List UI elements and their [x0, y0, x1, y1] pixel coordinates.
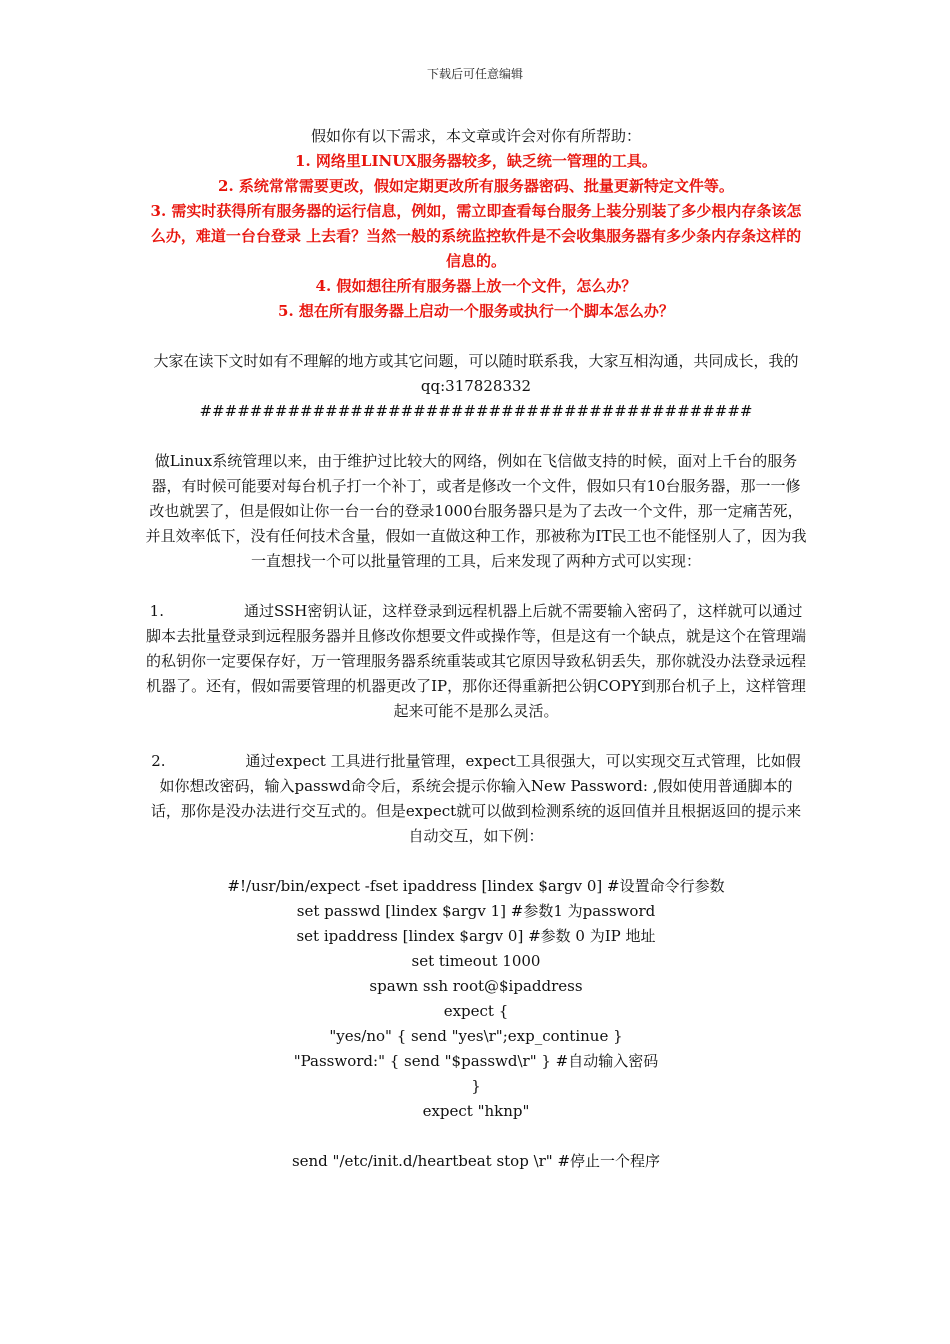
code-line: set passwd [lindex $argv 1] #参数1 为password	[296, 902, 656, 920]
code-line: expect "hknp"	[422, 1102, 530, 1120]
code-line: set timeout 1000	[411, 952, 541, 970]
expect-script-example	[145, 874, 807, 1174]
need-item-2: 2. 系统常常需要更改，假如定期更改所有服务器密码、批量更新特定文件等。	[218, 177, 734, 195]
need-item-4: 4. 假如想往所有服务器上放一个文件，怎么办？	[315, 277, 637, 295]
method-1-number: 1.	[149, 602, 164, 620]
contact-text: 大家在读下文时如有不理解的地方或其它问题，可以随时联系我，大家互相沟通，共同成长，我的qq:317828332	[153, 352, 799, 395]
code-line: set ipaddress [lindex $argv 0] #参数 0 为IP 地址	[296, 927, 656, 945]
code-line-blank	[145, 1124, 807, 1149]
document-body	[145, 124, 807, 1174]
code-line: "Password:" { send "$passwd\r" } #自动输入密码	[293, 1052, 659, 1070]
method-1-paragraph	[145, 599, 807, 724]
need-item-5: 5. 想在所有服务器上启动一个服务或执行一个脚本怎么办？	[278, 302, 674, 320]
code-line: send "/etc/init.d/heartbeat stop \r" #停止一个程序	[291, 1152, 661, 1170]
separator-line: ############################################	[199, 402, 753, 420]
method-2-paragraph	[145, 749, 807, 849]
method-1-text: 通过SSH密钥认证，这样登录到远程机器上后就不需要输入密码了，这样就可以通过脚本去批量登录到远程服务器并且修改你想要文件或操作等，但是这有一个缺点，就是这个在管理端的私钥你一定要保存好，万一管理服务器系统重装或其它原因导致私钥丢失，那你就没办法登录远程机器了。还有，假如需要管理的机器更改了IP，那你还得重新把公钥COPY到那台机子上，这样管理起来可能不是那么灵活。	[145, 602, 806, 720]
code-line: "yes/no" { send "yes\r";exp_continue }	[329, 1027, 623, 1045]
need-item-1: 1. 网络里LINUX服务器较多，缺乏统一管理的工具。	[295, 152, 657, 170]
code-line: #!/usr/bin/expect -fset ipaddress [lindex $argv 0] #设置命令行参数	[227, 877, 725, 895]
page-header: 下载后可任意编辑	[426, 67, 523, 81]
intro-paragraph: 做Linux系统管理以来，由于维护过比较大的网络，例如在飞信做支持的时候，面对上千台的服务器，有时候可能要对每台机子打一个补丁，或者是修改一个文件，假如只有10台服务器，那一一修改也就罢了，但是假如让你一台一台的登录1000台服务器只是为了去改一个文件，那一定痛苦死，并且效率低下，没有任何技术含量，假如一直做这种工作，那被称为IT民工也不能怪别人了，因为我一直想找一个可以批量管理的工具，后来发现了两种方式可以实现：	[145, 452, 807, 570]
code-line: expect {	[443, 1002, 509, 1020]
method-2-number: 2.	[151, 752, 166, 770]
code-line: }	[471, 1077, 481, 1095]
intro-text: 假如你有以下需求，本文章或许会对你有所帮助：	[310, 127, 641, 145]
need-item-3: 3. 需实时获得所有服务器的运行信息，例如，需立即查看每台服务上装分别装了多少根内存条该怎么办，难道一台台登录 上去看？当然一般的系统监控软件是不会收集服务器有多少条内存条这样的信息的。	[150, 202, 802, 270]
code-line: spawn ssh root@$ipaddress	[369, 977, 583, 995]
method-2-text: 通过expect 工具进行批量管理，expect工具很强大，可以实现交互式管理，比如假如你想改密码，输入passwd命令后，系统会提示你输入New Password: ,假如使用普通脚本的话，那你是没办法进行交互式的。但是expect就可以做到检测系统的返回值并且根据返回的提示来自动交互，如下例：	[150, 752, 802, 845]
